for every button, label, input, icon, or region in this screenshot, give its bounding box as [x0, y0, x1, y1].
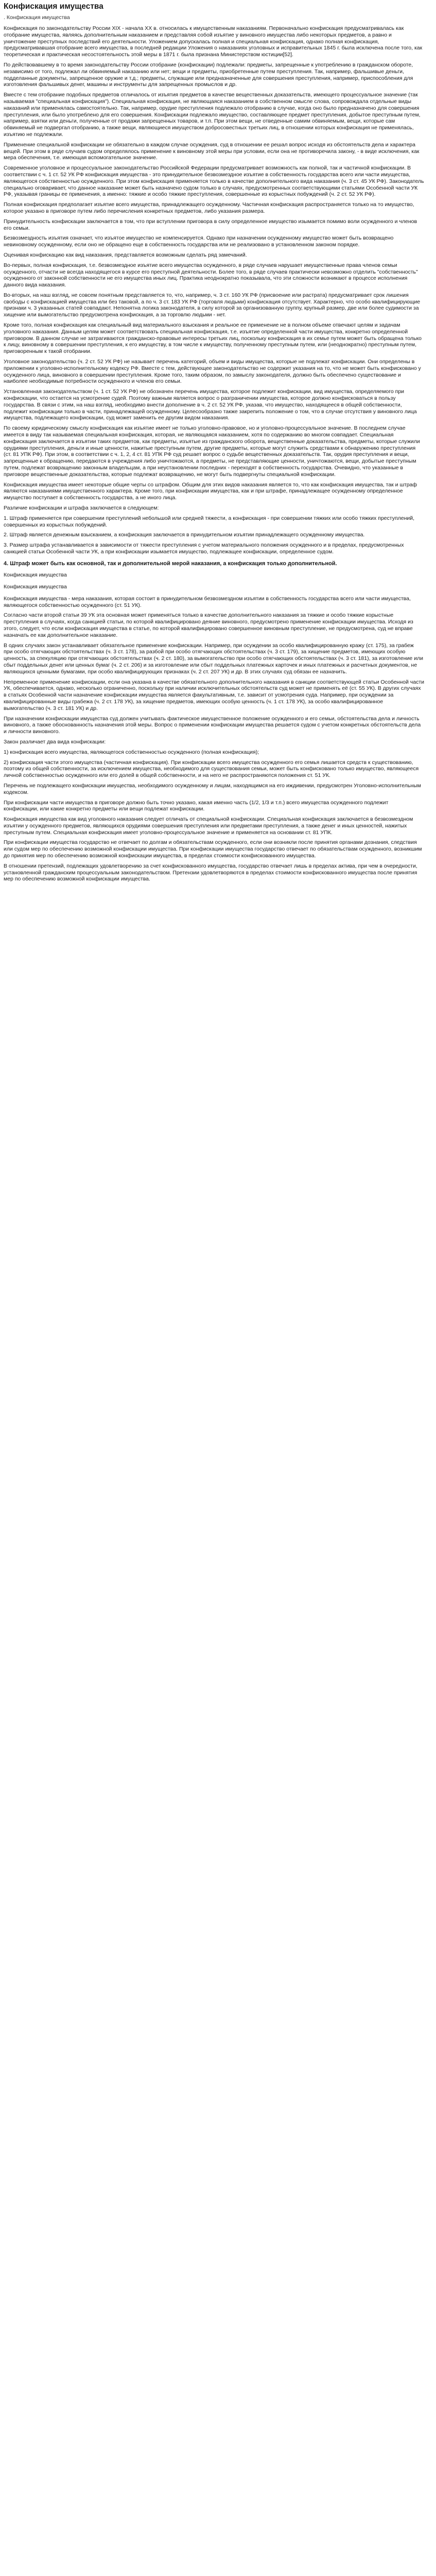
paragraph: При конфискации части имущества в приговоре должно быть точно указано, какая именно часть (1/2, 1/3 и т.п.) всего имущества осужденного подлежит конфискации, или какие конкретно предметы или вещи подлежат конфискации.	[4, 799, 389, 812]
paragraph: Полная конфискация предполагает изъятие всего имущества, принадлежащего осужденному. Частичная конфискация распространяется только на то имущество, которое указано в приговоре путем либо перечисления конкретных предметов, либо указания размера.	[4, 201, 414, 214]
paragraph: Согласно части второй статьи 39 УК эта основная может применяться только в качестве дополнительного наказания за тяжкие и особо тяжкие корыстные преступления в случаях, когда санкцией статьи, по которой квалифицировано деяние виновного, предусмотрено применение конфискации имущества. Исходя из этого, следует, что если конфискация имущества в статье, по которой квалифицировано совершенное виновным преступление, не предусмотрена, суд не вправе назначать ее как дополнительное наказание.	[4, 612, 413, 638]
section-label: Конфискация имущества	[4, 571, 67, 578]
paragraph: Применение специальной конфискации не обязательно в каждом случае осуждения, суд в отношении ее решал вопрос исходя из обстоятельств дела и характера вещей. При этом в ряде случаев судом определялось применение к виновному этой меры при условии, если она не противоречила закону, - в виде исключения, как мера обеспечения, т.е. имеющая вспомогательное значение.	[4, 141, 420, 161]
paragraph: По действовавшему в то время законодательству России отобрание (конфискации) подлежали: предметы, запрещенные к употреблению в гражданском обороте, независимо от того, подлежал ли обвиняемый наказанию или нет; вещи и предметы, приобретенные путем преступления. Так, например, фальшивые деньги, подделанные документы, запрещенное оружие и т.д.; предметы, служащие или предназначенные для совершения преступления, например, приспособления для изготовления фальшивых денег, машины и инструменты для запрещенных промыслов и др.	[4, 61, 413, 88]
paragraph: Конфискация по законодательству России XIX - начала XX в. относилась к имущественным наказаниям. Первоначально конфискация предусматривалась как отобрание имущества, являясь дополнительным наказанием и представляя собой изъятие у виновного имущества либо некоторых предметов, а равно и уничтожение преступных последствий его деятельности. Уложением допускалась полная и специальная конфискация, однако полная конфискация, предусматривавшая отобрание всего имущества, в последней редакции Уложения о наказаниях уголовных и исправительных 1845 г. была исключена после того, как теоретическая и практическая несостоятельность этой меры в 1871 г. была признана Министерством юстиции[52].	[4, 25, 423, 58]
paragraph: Непременное применение конфискации, если она указана в качестве обязательного дополнительного наказания в санкции соответствующей статьи Особенной части УК, обеспечивается, однако, несколько ограниченно, поскольку при наличии исключительных обстоятельств суд может не применять её (ст. 55 УК). В других случаях в статьях Особенной части назначение конфискации имущества является факультативным, т.е. зависит от усмотрения суда. Например, при осуждении за квалифицированные виды грабежа (ч. 2 ст. 178 УК), за хищение предметов, имеющих особую ценность (ч. 1 ст. 178 УК), за особо квалифицированное вымогательство (ч. 3 ст. 181 УК) и др.	[4, 679, 425, 711]
paragraph: При конфискации имущества государство не отвечает по долгам и обязательствам осужденного, если они возникли после принятия органами дознания, следствия или судом мер по обеспечению возможной конфискации имущества. При конфискации имущества государство отвечает по обязательствам осужденного, возникшим до принятия мер по обеспечению возможной конфискации имущества, в пределах стоимости конфискованного имущества.	[4, 839, 422, 859]
paragraph: Принудительность конфискации заключается в том, что при вступлении приговора в силу определенное имущество изымается помимо воли осужденного и членов его семьи.	[4, 218, 417, 231]
paragraph: По своему юридическому смыслу конфискация как изъятие имеет не только уголовно-правовое, но и уголовно-процессуальное значение. В последнем случае имеется в виду так называемая специальная конфискация, которая, не являющаяся наказанием, хотя по содержанию во многом совпадает. Специальная конфискация заключается в изъятии таких предметов, как предметы, изъятые из гражданского оборота, вещественные доказательства, предметы, которые служили орудиями преступления, деньги и иные ценности, нажитые преступным путем, другие предметы, которые могут служить средствами к обнаружению преступления (ст. 81 УПК РФ). При этом, в соответствии с ч. 1, 2, 4 ст. 81 УПК РФ суд решает вопрос о судьбе вещественных доказательств. Так, орудия преступления и вещи, запрещенные к обращению, передаются в учреждения либо уничтожаются, а предметы, не представляющие ценности, уничтожаются, вещи, добытые преступным путем, подлежат возвращению законным владельцам, а при неустановлении последних - переходят в собственность государства. Очевидно, что указанные в приговоре вещественные доказательства, которые подлежат возвращению, не могут быть подвергнуты специальной конфискации.	[4, 425, 420, 478]
breadcrumb: . Конфискация имущества	[4, 14, 70, 21]
paragraph: 1. Штраф применяется при совершении преступлений небольшой или средней тяжести, а конфискация - при совершении тяжких или особо тяжких преступлений, совершенных из корыстных побуждений.	[4, 515, 415, 528]
paragraph: 1) конфискация всего имущества, являющегося собственностью осужденного (полная конфискация);	[4, 749, 259, 755]
paragraph: Установленная законодательством (ч. 1 ст. 52 УК РФ) не обозначен перечень имущества, которое подлежит конфискации, вид имущества, определяемого при конфискации, что остается на усмотрение судей. Поэтому важным является вопрос о разграничении имущества, которое должно конфисковаться в пользу государства. В связи с этим, на наш взгляд, необходимо внести дополнение в ч. 2 ст. 52 УК РФ, указав, что имущество, находящееся в общей собственности, подлежит конфискации только в части, принадлежащей осужденному. Целесообразно также закрепить положение о том, что в случае отсутствия у виновного лица имущества, подлежащего конфискации, суд может заменить ее другим видом наказания.	[4, 388, 417, 421]
page-title: Конфискация имущества	[4, 2, 103, 11]
paragraph: Оценивая конфискацию как вид наказания, представляется возможным сделать ряд замечаний.	[4, 251, 247, 258]
paragraph: Вместе с тем отобрание подобных предметов отличалось от изъятия предметов в качестве вещественных доказательств, имеющего процессуальное значение (так называемая "специальная конфискация"). Специальная конфискация, не являющаяся наказанием в собственном смысле слова, сопровождала отдельные виды наказаний или применялась самостоятельно. Так, например, орудие преступления подлежало отобранию в случае, когда оно было предназначено для совершения преступления, или было употреблено для его совершения. Конфискации подлежало имущество, составляющее предмет преступления, добытое преступным путем, например, взятки или деньги, полученные от продажи запрещенных товаров, и т.п. При этом вещи, не отведенные самим обвиняемым, вещи, которые сам обвиняемый не подвергал отобранию, а также вещи, являющиеся имуществом добросовестных третьих лиц, в отношении которых конфискация не применялась, изъятию не подлежали.	[4, 92, 421, 138]
paragraph: Конфискация имущества имеет некоторые общие черты со штрафом. Общим для этих видов наказания является то, что как конфискация имущества, так и штраф являются наказаниями имущественного характера. Кроме того, при конфискации имущества, как и при штрафе, принадлежащее осужденному определенное имущество поступает в собственность государства, а не иного лица.	[4, 481, 417, 501]
section-subheading: 4. Штраф может быть как основной, так и дополнительной мерой наказания, а конфискация только дополнительной.	[4, 560, 337, 567]
paragraph: Во-первых, полная конфискация, т.е. безвозмездное изъятие всего имущества осужденного, в ряде случаев нарушает имущественные права членов семьи осужденного, отчасти не всегда находящегося в курсе его преступной деятельности. Более того, в ряде случаев практически невозможно отделить "собственность" осужденного от законной собственности не его имущества иных лиц. Практика неоднократно показывала, что эти сложности возникают в процессе исполнения данного вида наказания.	[4, 262, 418, 289]
paragraph: 3. Размер штрафа устанавливается в зависимости от тяжести преступления с учетом материального положения осужденного и в пределах, предусмотренных санкцией статьи Особенной части УК, а при конфискации изымается имущество, подлежащее конфискации, определенное судом.	[4, 542, 404, 555]
section-label: Конфискация имущества	[4, 583, 67, 590]
paragraph: В отношении претензий, подлежащих удовлетворению за счет конфискованного имущества, государство отвечает лишь в пределах актива, при чем в очередности, установленной гражданским процессуальным законодательством. Претензии удовлетворяются в пределах стоимости конфискованного имущества после принятия мер по обеспечению возможной конфискации имущества.	[4, 862, 417, 883]
section-body-1	[4, 25, 424, 555]
paragraph: Современное уголовное и процессуальное законодательство Российской Федерации предусматривает возможность как полной, так и частичной конфискации. В соответствии с ч. 1 ст. 52 УК РФ конфискация имущества - это принудительное безвозмездное изъятие в собственность государства всего или части имущества, являющегося собственностью осужденного. При этом конфискация применяется только в качестве дополнительного вида наказания (ч. 3 ст. 45 УК РФ). Законодатель специально оговаривает, что данное наказание может быть назначено судом только в случаях, предусмотренных соответствующими статьями Особенной части УК РФ, указывая границы ее применения, а именно: тяжкие и особо тяжкие преступления, совершенные из корыстных побуждений (ч. 2 ст. 52 УК РФ).	[4, 165, 424, 198]
paragraph: Безвозмездность изъятия означает, что изъятое имущество не компенсируется. Однако при назначении осужденному имущество может быть возвращено невиновному осужденному, если оно не обращено еще в собственность государства или не реализовано в установленном законом порядке.	[4, 235, 394, 248]
paragraph: Перечень не подлежащего конфискации имущества, необходимого осужденному и лицам, находящимся на его иждивении, предусмотрен Уголовно-исполнительным кодексом.	[4, 782, 421, 795]
paragraph: В одних случаях закон устанавливает обязательное применение конфискации. Например, при осуждении за особо квалифицированную кражу (ст. 175), за грабеж при особо отягчающих обстоятельствах (ч. 3 ст. 178), за разбой при особо отягчающих обстоятельствах (ч. 3 ст. 179), за хищение предметов, имеющих особую ценность, за спекуляцию при отягчающих обстоятельствах (ч. 2 ст. 180), за вымогательство при особо отягчающих обстоятельствах (ч. 3 ст. 181), за изготовление или сбыт поддельных денег или ценных бумаг (ч. 2 ст. 206) и за изготовление или сбыт поддельных платежных карточек и иных платежных и расчетных документов, не являющихся ценными бумагами, при особо квалифицирующих признаках (ч. 2 ст. 207 УК) и др. В этих случаях суд обязан ее назначить.	[4, 642, 423, 675]
paragraph: Уголовное законодательство (ч. 2 ст. 52 УК РФ) не называет перечень категорий, объем и виды имущества, которые не подлежат конфискации. Они определены в приложении к уголовно-исполнительному кодексу РФ. Вместе с тем, действующее законодательство не содержит указания на то, что не может быть конфисковано у осужденного лица, виновного в совершении преступления. Кроме того, таким образом, по замыслу законодателя, должно быть обеспечено существование и наиболее необходимые потребности осужденного и членов его семьи.	[4, 359, 421, 385]
section-body-2	[4, 596, 424, 883]
paragraph: Закон различает два вида конфискации:	[4, 738, 106, 745]
paragraph: Различие конфискации и штрафа заключается в следующем:	[4, 505, 159, 511]
document	[0, 2, 428, 883]
paragraph: Во-вторых, на наш взгляд, не совсем понятным представляется то, что, например, ч. 3 ст. 160 УК РФ (присвоение или растрата) предусматривает срок лишения свободы с конфискацией имущества или без таковой, а по ч. 3 ст. 183 УК РФ (торговля людьми) конфискация отсутствует. Характерно, что особо квалифицирующие признаки ч. 3 указанных статей совпадают. Непонятна логика законодателя, в силу которой за организованную группу, крупный размер, две или более судимости за хищение или вымогательство предусмотрена конфискация, а за торговлю людьми - нет.	[4, 292, 421, 318]
paragraph: 2. Штраф является денежным взысканием, а конфискация заключается в принудительном изъятии принадлежащего осужденному имущества.	[4, 532, 365, 538]
paragraph: Кроме того, полная конфискация как специальный вид материального взыскания и реальное ее применение не в полном объеме отвечают целям и задачам уголовного наказания. Данным целям может соответствовать специальная конфискация, т.е. изъятие определенной части имущества, конкретно определенной приговором. В данном случае не затрагиваются гражданско-правовые интересы третьих лиц, поскольку конфискация в их семье путем может быть обращена только к лицу, виновному в совершении преступления, к его имуществу, в том числе к имуществу, полученному преступным путем, или (неоднократно) преступным путем, приговоренным к такой отобрании.	[4, 322, 422, 355]
paragraph: При назначении конфискации имущества суд должен учитывать фактическое имущественное положение осужденного и его семьи, обстоятельства дела и личность виновного, а также обоснованность назначения этой меры. Вопрос о применении конфискации имущества решается судом с учетом конкретных обстоятельств дела и личности виновного.	[4, 715, 421, 735]
paragraph: Конфискация имущества - мера наказания, которая состоит в принудительном безвозмездном изъятии в собственность государства всего или части имущества, являющегося собственностью осужденного (ст. 51 УК).	[4, 595, 411, 608]
paragraph: 2) конфискация части этого имущества (частичная конфискация). При конфискации всего имущества осужденного его семья лишается средств к существованию, поэтому из общей собственности, за исключением имущества, необходимого для существования семьи, может быть конфисковано только имущество, являющееся личной собственностью осужденного или его долей в общей собственности, и на него не распространяются положения ст. 51 УК.	[4, 759, 419, 779]
paragraph: Конфискация имущества как вид уголовного наказания следует отличать от специальной конфискации. Специальная конфискация заключается в безвозмездном изъятии у осужденного предметов, являющихся орудиями совершения преступления или предметами преступления, а также денег и иных ценностей, нажитых преступным путем. Специальная конфискация имеет уголовно-процессуальное значение и применяется на основании ст. 81 УПК.	[4, 816, 413, 836]
